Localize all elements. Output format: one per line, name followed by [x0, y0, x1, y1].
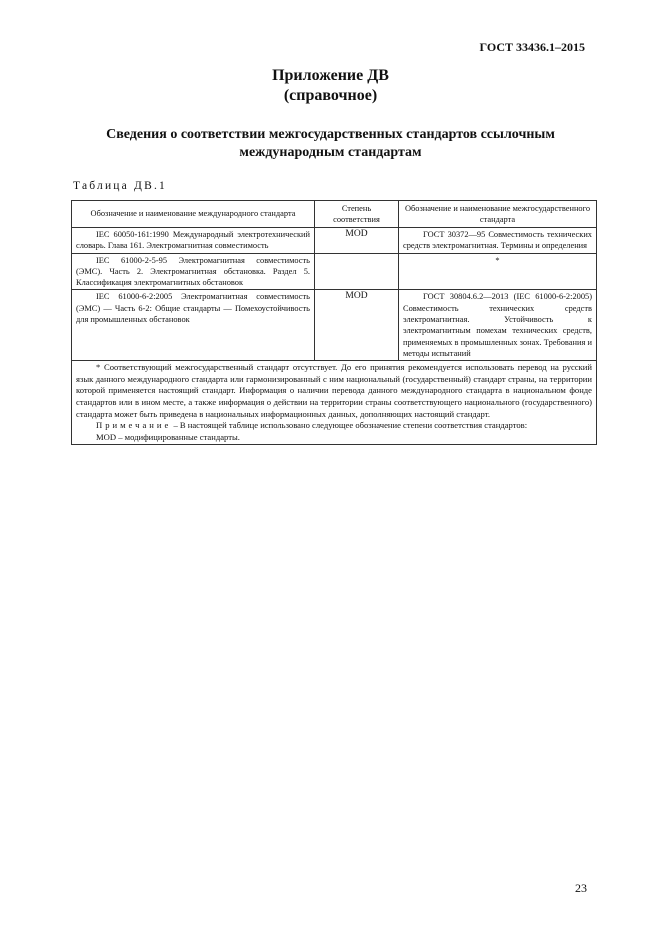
cell-text: ГОСТ 30804.6.2—2013 (IEC 61000-6-2:2005) Совместимость технических средств электромагнитная. Устойчивость к электромагнитным помехам технических средств, применяемых в промышленных зонах. Требования и методы испытаний	[403, 292, 592, 358]
cell-degree: MOD	[315, 228, 399, 254]
section-title: Сведения о соответствии межгосударственных стандартов ссылочным международным стандартам	[106, 127, 555, 160]
table-notes-row	[72, 361, 597, 445]
header-degree: Степень соответствия	[315, 201, 399, 228]
cell-text: IEC 61000-2-5-95 Электромагнитная совместимость (ЭМС). Часть 2. Электромагнитная обстановка. Раздел 5. Классификация электромагнитных обстановок	[76, 255, 310, 288]
cell-international	[72, 253, 315, 290]
table-row	[72, 228, 597, 254]
standards-table	[71, 200, 597, 445]
cell-international	[72, 290, 315, 361]
note-text: – В настоящей таблице использовано следующее обозначение степени соответствия стандартов:	[171, 420, 528, 431]
table-notes	[72, 361, 597, 445]
appendix-subtitle: (справочное)	[283, 87, 378, 104]
cell-text: ГОСТ 30372—95 Совместимость технических средств электромагнитная. Термины и определения	[403, 230, 592, 251]
cell-interstate	[399, 290, 597, 361]
document-code: ГОСТ 33436.1–2015	[479, 40, 585, 54]
cell-text: IEC 60050-161:1990 Международный электротехнический словарь. Глава 161. Электромагнитная совместимость	[76, 230, 310, 251]
table-caption: Таблица ДВ.1	[73, 180, 167, 192]
note-mod-definition: MOD – модифицированные стандарты.	[96, 431, 240, 442]
header-international: Обозначение и наименование международного стандарта	[72, 201, 315, 228]
note	[76, 420, 592, 432]
table-row	[72, 290, 597, 361]
cell-text: IEC 61000-6-2:2005 Электромагнитная совместимость (ЭМС) — Часть 6-2: Общие стандарты — Помехоустойчивость для промышленных обстановок	[76, 292, 310, 325]
cell-international	[72, 228, 315, 254]
footnote: * Соответствующий межгосударственный стандарт отсутствует. До его принятия рекомендуется использовать перевод на русский язык данного международного стандарта или гармонизированный с ним национальный (государственный) стандарт страны, на территории которой применяется настоящий стандарт. Информация о наличии перевода данного международного стандарта в национальном фонде стандартов или в ином месте, а также информация о действии на территории страны соответствующего национального (государственного) стандарта может быть приведена в национальных информационных данных, дополняющих настоящий стандарт.	[76, 362, 592, 419]
appendix-title: Приложение ДВ	[272, 67, 389, 84]
cell-degree: MOD	[315, 290, 399, 361]
appendix-heading	[0, 66, 661, 106]
header-interstate: Обозначение и наименование межгосударственного стандарта	[399, 201, 597, 228]
cell-degree	[315, 253, 399, 290]
note-label: Примечание	[96, 420, 172, 431]
table-row	[72, 253, 597, 290]
cell-interstate: *	[399, 253, 597, 290]
table-header-row	[72, 201, 597, 228]
page-number: 23	[575, 881, 587, 895]
cell-interstate	[399, 228, 597, 254]
